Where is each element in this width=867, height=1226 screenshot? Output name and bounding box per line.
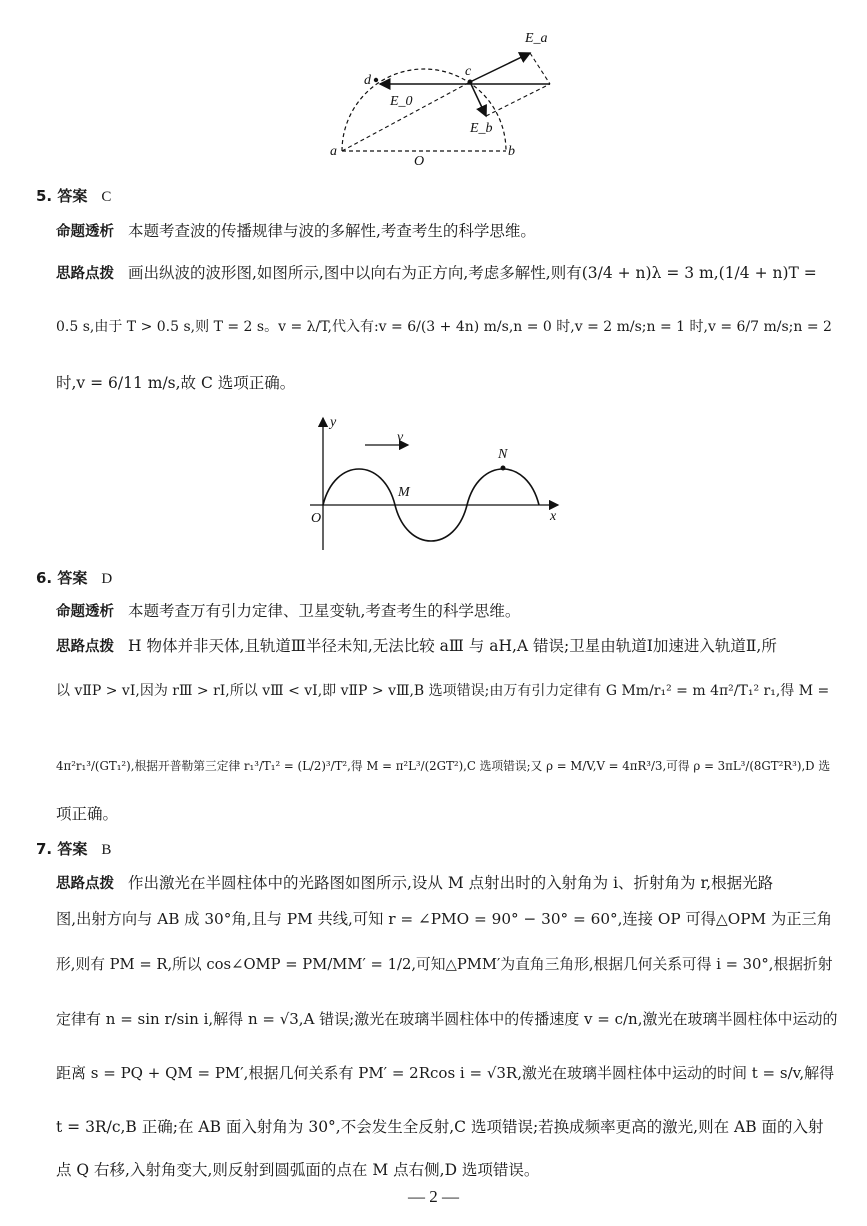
svg-text:v: v [397, 430, 404, 445]
q5-line-3: 0.5 s,由于 T > 0.5 s,则 T = 2 s。v = λ/T,代入有:v = 6/(3 + 4n) m/s,n = 0 时,v = 2 m/s;n = 1 时,v = 6/7 m/s;n = 2 [56, 319, 832, 335]
q6-line-2: 思路点拨 H 物体并非天体,且轨道Ⅲ半径未知,无法比较 aⅢ 与 aH,A 错误;卫星由轨道Ⅰ加速进入轨道Ⅱ,所 [56, 637, 777, 655]
q6-line-3: 以 vⅡP > vⅠ,因为 rⅢ > rⅠ,所以 vⅢ < vⅠ,即 vⅡP > vⅢ,B 选项错误;由万有引力定律有 G Mm/r₁² = m 4π²/T₁² r₁,得 M = [56, 683, 830, 699]
svg-text:d: d [364, 73, 371, 88]
svg-text:b: b [508, 144, 515, 159]
q6-line-4: 4π²r₁³/(GT₁²),根据开普勒第三定律 r₁³/T₁² = (L/2)³/T²,得 M = π²L³/(2GT²),C 选项错误;又 ρ = M/V,V = 4πR³/3,可得 ρ = 3πL³/(8GT²R³),D 选 [56, 759, 831, 773]
q5-line-1: 命题透析 本题考查波的传播规律与波的多解性,考查考生的科学思维。 [56, 222, 536, 240]
q6-line-1: 命题透析 本题考查万有引力定律、卫星变轨,考查考生的科学思维。 [56, 602, 521, 620]
field-vector-figure [320, 20, 580, 175]
q7-line-1: 思路点拨 作出激光在半圆柱体中的光路图如图所示,设从 M 点射出时的入射角为 i、折射角为 r,根据光路 [56, 874, 774, 892]
vector-ea [470, 53, 530, 82]
q7-line-4: 定律有 n = sin r/sin i,解得 n = √3,A 错误;激光在玻璃半圆柱体中的传播速度 v = c/n,激光在玻璃半圆柱体中运动的 [56, 1010, 838, 1028]
page-number: — 2 — [408, 1187, 459, 1206]
q5-answer: C [101, 189, 112, 205]
q7-line-3: 形,则有 PM = R,所以 cos∠OMP = PM/MM′ = 1/2,可知△PMM′为直角三角形,根据几何关系可得 i = 30°,根据折射 [56, 956, 833, 973]
svg-text:a: a [330, 144, 337, 159]
svg-text:O: O [311, 511, 322, 526]
q5-header: 5. 答案 C [36, 187, 112, 205]
q6-answer: D [101, 571, 113, 587]
q7-answer: B [101, 842, 112, 858]
vector-eb [470, 82, 486, 116]
wave-figure [300, 410, 570, 555]
label-eb: E_b [470, 121, 493, 136]
q7-line-5: 距离 s = PQ + QM = PM′,根据几何关系有 PM′ = 2Rcos i = √3R,激光在玻璃半圆柱体中运动的时间 t = s/v,解得 [56, 1064, 835, 1082]
q7-line-2: 图,出射方向与 AB 成 30°角,且与 PM 共线,可知 r = ∠PMO = 90° − 30° = 60°,连接 OP 可得△OPM 为正三角 [56, 910, 832, 928]
label-m: M [398, 485, 410, 500]
label-e0: E_0 [390, 94, 413, 109]
q5-line-4: 时,v = 6/11 m/s,故 C 选项正确。 [56, 374, 296, 392]
svg-text:O: O [414, 154, 425, 169]
svg-text:x: x [550, 509, 557, 524]
svg-text:y: y [330, 415, 337, 430]
q6-header: 6. 答案 D [36, 569, 113, 587]
label-ea: E_a [525, 31, 548, 46]
q6-line-5: 项正确。 [56, 805, 119, 823]
label-n: N [498, 447, 508, 462]
svg-text:c: c [465, 64, 472, 79]
q7-line-6: t = 3R/c,B 正确;在 AB 面入射角为 30°,不会发生全反射,C 选项错误;若换成频率更高的激光,则在 AB 面的入射 [56, 1118, 824, 1136]
q5-line-2: 思路点拨 画出纵波的波形图,如图所示,图中以向右为正方向,考虑多解性,则有(3/4 + n)λ = 3 m,(1/4 + n)T = [56, 264, 817, 282]
q7-header: 7. 答案 B [36, 840, 112, 858]
q7-line-7: 点 Q 右移,入射角变大,则反射到圆弧面的点在 M 点右侧,D 选项错误。 [56, 1161, 540, 1179]
